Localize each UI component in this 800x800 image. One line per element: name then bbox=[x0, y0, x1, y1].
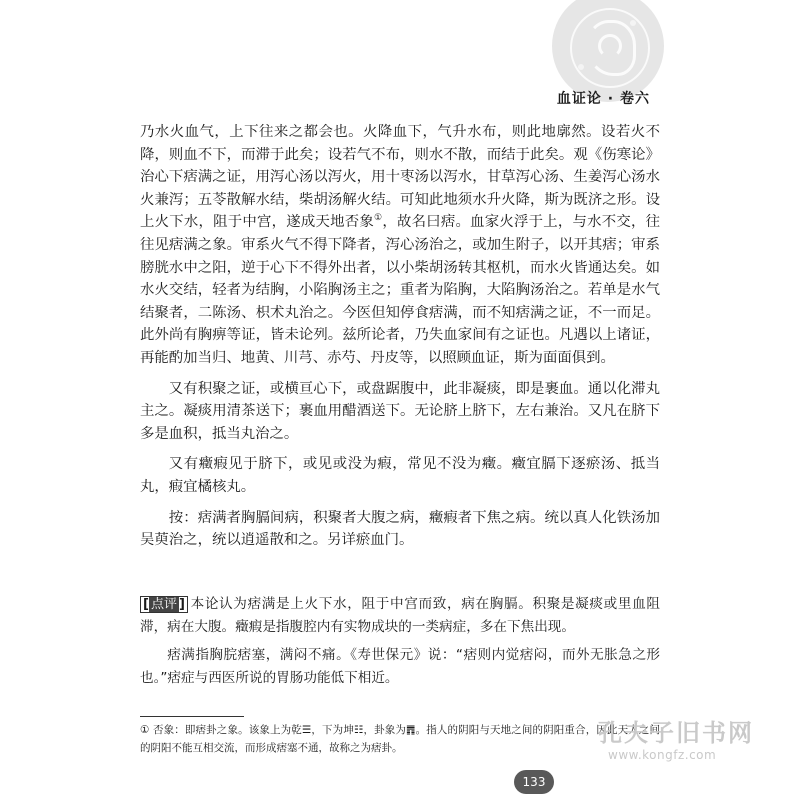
watermark-url: www.kongfz.com bbox=[608, 748, 717, 762]
body-paragraph: 又有癥瘕见于脐下，或见或没为瘕，常见不没为癥。癥宜膈下逐瘀汤、抵当丸，瘕宜橘核丸。 bbox=[140, 456, 660, 495]
running-head: 血证论 · 卷六 bbox=[556, 91, 650, 107]
watermark-logo-text: 孔夫子旧书网 bbox=[598, 719, 754, 747]
site-watermark bbox=[598, 718, 794, 762]
seal-dot bbox=[630, 20, 636, 26]
seal-swirl-inner bbox=[598, 34, 622, 58]
bracket-right-icon: ] bbox=[178, 597, 185, 612]
seal-dot bbox=[578, 64, 584, 70]
main-text bbox=[140, 121, 660, 560]
footnote: ① 否象：即痞卦之象。该象上为乾☰，下为坤☷，卦象为䷋。指人的阴阳与天地之间的阴阳重合，因此天人之间的阴阳不能互相交流，而形成痞塞不通，故称之为痞卦。 bbox=[140, 724, 660, 754]
bracket-left-icon: [ bbox=[143, 597, 149, 612]
footnote-reference[interactable]: ① bbox=[374, 213, 383, 224]
commentary-paragraph: 痞满指胸脘痞塞，满闷不痛。《寿世保元》说：“痞则内觉痞闷，而外无胀急之形也。”痞症与西医所说的胃肠功能低下相近。 bbox=[140, 647, 660, 686]
paragraph-text: 乃水火血气，上下往来之都会也。火降血下，气升水布，则此地廓然。设若火不降，则血不下，而滞于此矣；设若气不布，则水不散，而结于此矣。观《伤寒论》治心下痞满之证，用泻心汤以泻火，用十枣汤以泻水，甘草泻心汤、生姜泻心汤水火兼泻；五苓散解水结，柴胡汤解火结。可知此地须水升火降，斯为既济之形。设上火下水，阻于中宫，遂成天地否象 bbox=[140, 124, 660, 231]
footnote-divider bbox=[140, 716, 244, 717]
commentary-text: 本论认为痞满是上火下水，阻于中宫而致，病在胸膈。积聚是凝痰或里血阻滞，病在大腹。癥瘕是指腹腔内有实物成块的一类病症，多在下焦出现。 bbox=[140, 596, 660, 635]
page-number: 133 bbox=[514, 770, 554, 794]
body-paragraph: 按：痞满者胸膈间病，积聚者大腹之病，癥瘕者下焦之病。统以真人化铁汤加吴萸治之，统以逍遥散和之。另详瘀血门。 bbox=[140, 509, 660, 549]
body-paragraph bbox=[140, 121, 660, 370]
seal-watermark bbox=[552, 0, 664, 102]
commentary-tag-label: 点评 bbox=[150, 597, 177, 612]
paragraph-text: ，故名曰痞。血家火浮于上，与水不交，往往见痞满之象。审系火气不得下降者，泻心汤治之，或加生附子，以开其痞；审系膀胱水中之阳，逆于心下不得外出者，以小柴胡汤转其枢机，而水火皆通达矣。如水火交结，轻者为结胸，小陷胸汤主之；重者为陷胸，大陷胸汤治之。若单是水气结聚者，二陈汤、枳术丸治之。今医但知停食痞满，而不知痞满之证，不一而足。此外尚有胸痹等证，皆未论列。兹所论者，乃失血家间有之证也。凡遇以上诸证，再能酌加当归、地黄、川芎、赤芍、丹皮等，以照顾血证，斯为面面俱到。 bbox=[140, 214, 660, 366]
commentary-section bbox=[140, 593, 660, 695]
commentary-tag bbox=[140, 596, 188, 613]
body-paragraph: 又有积聚之证，或横亘心下，或盘踞腹中，此非凝痰，即是裹血。通以化滞丸主之。凝痰用清茶送下；裹血用醋酒送下。无论脐上脐下，左右兼治。又凡在脐下多是血积，抵当丸治之。 bbox=[140, 380, 660, 442]
commentary-paragraph bbox=[140, 593, 660, 638]
